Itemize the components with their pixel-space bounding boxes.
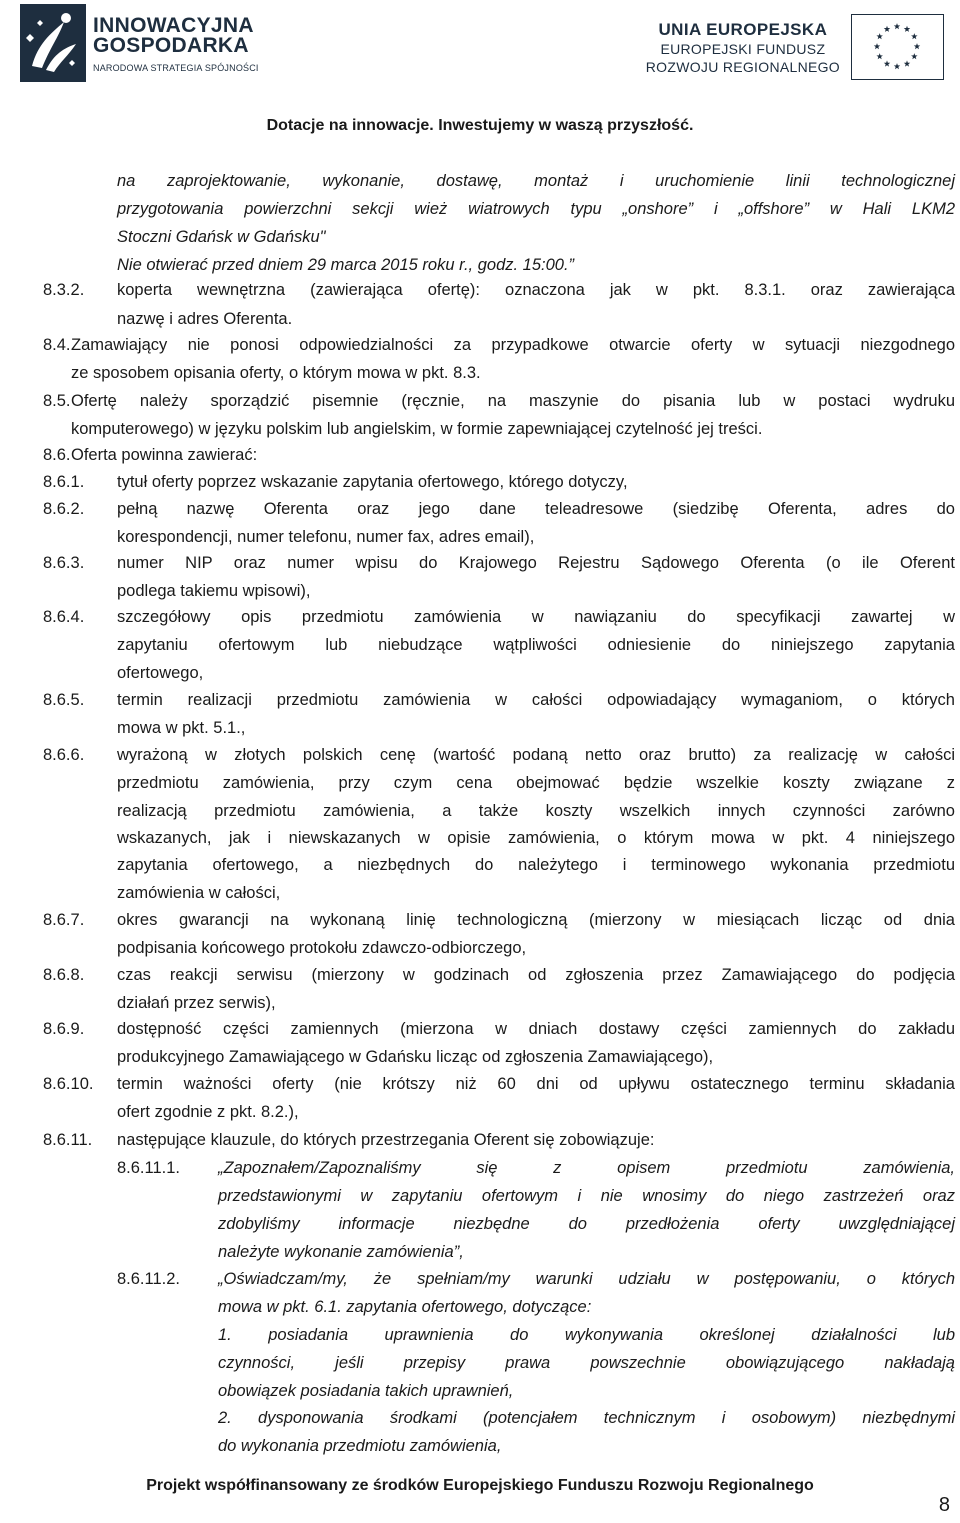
item-number: 8.6.11.2.	[117, 1270, 180, 1288]
text-line: 2. dysponowania środkami (potencjałem technicznym i osobowym) niezbędnymi	[218, 1409, 955, 1427]
text-line: komputerowego) w języku polskim lub angielskim, w formie zapewniającej czytelność jej treści.	[71, 420, 763, 438]
eu-star	[884, 26, 890, 32]
eu-star	[876, 53, 882, 59]
text-line: zamówienia w całości,	[117, 884, 281, 902]
text-line: tytuł oferty poprzez wskazanie zapytania ofertowego, którego dotyczy,	[117, 473, 628, 491]
text-line: należyte wykonanie zamówienia”,	[218, 1243, 464, 1261]
text-line: Ofertę należy sporządzić pisemnie (ręcznie, na maszynie do pisania lub w postaci wydruku	[71, 392, 955, 410]
page-header	[0, 0, 960, 150]
innowacyjna-gospodarka-logo-icon	[20, 4, 86, 82]
text-line: szczegółowy opis przedmiotu zamówienia w nawiązaniu do specyfikacji zawartej w	[117, 608, 955, 626]
text-line: dostępność części zamiennych (mierzona w dniach dostawy części zamiennych do zakładu	[117, 1020, 955, 1038]
eu-star	[911, 33, 917, 39]
text-line: następujące klauzule, do których przestrzegania Oferent się zobowiązuje:	[117, 1131, 655, 1149]
innowacyjna-gospodarka-logo	[20, 4, 280, 86]
item-number: 8.5.	[43, 392, 71, 410]
text-line: koperta wewnętrzna (zawierająca ofertę): oznaczona jak w pkt. 8.3.1. oraz zawierająca	[117, 281, 955, 299]
text-line: ofertowego,	[117, 664, 204, 682]
text-line: numer NIP oraz numer wpisu do Krajowego Rejestru Sądowego Oferenta (o ile Oferent	[117, 554, 955, 572]
eu-star	[884, 60, 890, 66]
text-line: Stoczni Gdańsk w Gdańsku"	[117, 228, 326, 246]
item-number: 8.6.2.	[43, 500, 85, 518]
eu-logo-line1: UNIA EUROPEJSKA	[658, 20, 828, 39]
text-line: wyrażoną w złotych polskich cenę (wartość podaną netto oraz brutto) za realizację w całości	[117, 746, 955, 764]
text-line: czynności, jeśli przepisy prawa powszechnie obowiązującego nakładają	[218, 1354, 955, 1372]
text-line: okres gwarancji na wykonaną linię technologiczną (mierzony w miesiącach licząc od dnia	[117, 911, 955, 929]
text-line: produkcyjnego Zamawiającego w Gdańsku licząc od zgłoszenia Zamawiającego),	[117, 1048, 714, 1066]
item-number: 8.6.3.	[43, 554, 85, 572]
text-line: podlega takiemu wpisowi),	[117, 582, 311, 600]
eu-logo-text	[646, 20, 840, 76]
item-number: 8.6.10.	[43, 1075, 94, 1093]
item-number: 8.6.8.	[43, 966, 85, 984]
eu-star	[904, 26, 910, 32]
text-line: nazwę i adres Oferenta.	[117, 310, 293, 328]
text-line: ze sposobem opisania oferty, o którym mowa w pkt. 8.3.	[71, 364, 481, 382]
item-number: 8.6.7.	[43, 911, 85, 929]
eu-logo	[628, 14, 948, 84]
item-number: 8.6.1.	[43, 473, 85, 491]
text-line: czas reakcji serwisu (mierzony w godzinach od zgłoszenia przez Zamawiającego do podjęcia	[117, 966, 955, 984]
item-number: 8.3.2.	[43, 281, 85, 299]
eu-star	[874, 43, 880, 49]
item-number: 8.6.	[43, 446, 71, 464]
eu-star	[911, 53, 917, 59]
text-line: podpisania końcowego protokołu zdawczo-odbiorczego,	[117, 939, 527, 957]
item-number: 8.6.11.	[43, 1131, 93, 1149]
left-logo-subtitle: NARODOWA STRATEGIA SPÓJNOŚCI	[93, 63, 259, 73]
page-footer: Projekt współfinansowany ze środków Europejskiego Funduszu Rozwoju Regionalnego	[146, 1477, 814, 1494]
text-line: obowiązek posiadania takich uprawnień,	[218, 1382, 514, 1400]
eu-flag	[851, 14, 944, 80]
text-line: mowa w pkt. 6.1. zapytania ofertowego, dotyczące:	[218, 1298, 592, 1316]
text-line: przygotowania powierzchni sekcji wież wiatrowych typu „onshore” i „offshore” w Hali LKM2	[117, 200, 955, 218]
text-line: 1. posiadania uprawnienia do wykonywania określonej działalności lub	[218, 1326, 955, 1344]
text-line: zapytania ofertowego, a niezbędnych do należytego i terminowego wykonania przedmiotu	[117, 856, 955, 874]
text-line: realizacją przedmiotu zamówienia, a także koszty wszelkich innych czynności zarówno	[117, 802, 955, 820]
eu-flag-icon	[852, 15, 942, 78]
text-line: ofert zgodnie z pkt. 8.2.),	[117, 1103, 299, 1121]
text-line: korespondencji, numer telefonu, numer fax, adres email),	[117, 528, 535, 546]
text-line: przedstawionymi w zapytaniu ofertowym i nie wnosimy do niego zastrzeżeń oraz	[218, 1187, 955, 1205]
text-line: przedmiotu zamówienia, przy czym cena obejmować będzie wszelkie koszty związane z	[117, 774, 955, 792]
eu-star	[876, 33, 882, 39]
text-line: wskazanych, jak i niewskazanych w opisie zamówienia, o którym mowa w pkt. 4 niniejszego	[117, 829, 955, 847]
text-line: na zaprojektowanie, wykonanie, dostawę, montaż i uruchomienie linii technologicznej	[117, 172, 955, 190]
item-number: 8.6.5.	[43, 691, 85, 709]
eu-star	[894, 63, 900, 69]
item-number: 8.6.11.1.	[117, 1159, 180, 1177]
item-number: 8.4.	[43, 336, 71, 354]
text-line: Nie otwierać przed dniem 29 marca 2015 roku r., godz. 15:00.”	[117, 256, 575, 274]
text-line: do wykonania przedmiotu zamówienia,	[218, 1437, 502, 1455]
text-line: mowa w pkt. 5.1.,	[117, 719, 246, 737]
eu-star	[914, 43, 920, 49]
eu-star	[894, 23, 900, 29]
text-line: termin realizacji przedmiotu zamówienia w całości odpowiadający wymaganiom, o których	[117, 691, 955, 709]
text-line: zdobyliśmy informacje niezbędne do przedłożenia oferty uwzględniającej	[218, 1215, 955, 1233]
text-line: działań przez serwis),	[117, 994, 276, 1012]
eu-logo-line2: EUROPEJSKI FUNDUSZ	[660, 41, 826, 57]
text-line: pełną nazwę Oferenta oraz jego dane teleadresowe (siedzibę Oferenta, adres do	[117, 500, 955, 518]
text-line: zapytaniu ofertowym lub niebudzące wątpliwości odniesienie do niniejszego zapytania	[117, 636, 955, 654]
text-line: „Oświadczam/my, że spełniam/my warunki udziału w postępowaniu, o których	[218, 1270, 955, 1288]
text-line: „Zapoznałem/Zapoznaliśmy się z opisem przedmiotu zamówienia,	[218, 1159, 955, 1177]
eu-star	[904, 60, 910, 66]
item-number: 8.6.9.	[43, 1020, 85, 1038]
left-logo-name: INNOWACYJNA GOSPODARKA	[93, 14, 254, 57]
text-line: termin ważności oferty (nie krótszy niż 60 dni od upływu ostatecznego terminu składania	[117, 1075, 955, 1093]
item-number: 8.6.4.	[43, 608, 85, 626]
text-line: Oferta powinna zawierać:	[71, 446, 258, 464]
item-number: 8.6.6.	[43, 746, 85, 764]
text-line: Zamawiający nie ponosi odpowiedzialności za przypadkowe otwarcie oferty w sytuacji niezgodnego	[71, 336, 955, 354]
header-slogan: Dotacje na innowacje. Inwestujemy w waszą przyszłość.	[266, 117, 694, 134]
eu-logo-line3: ROZWOJU REGIONALNEGO	[645, 59, 840, 75]
page-number: 8	[938, 1494, 950, 1516]
